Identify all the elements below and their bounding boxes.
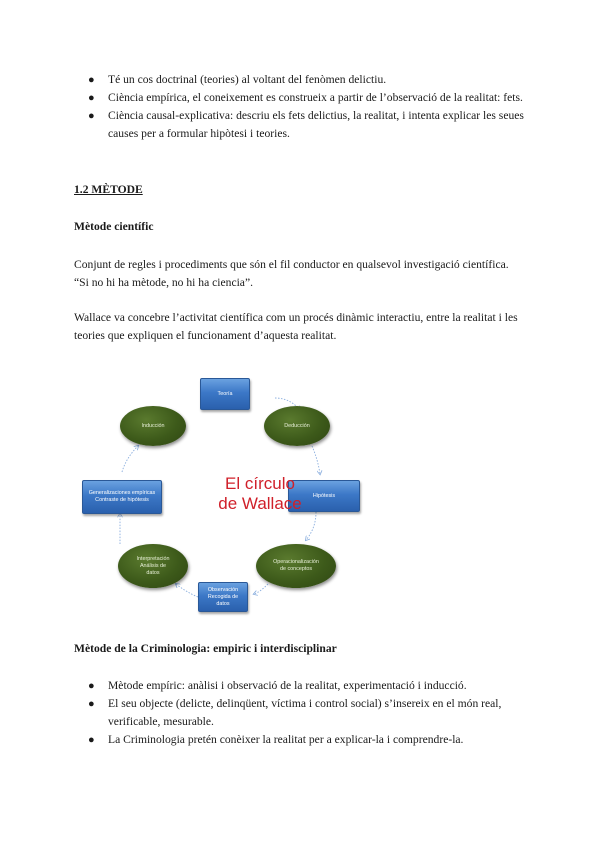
arrow-hipotesis-operacionalizacion [306, 512, 316, 540]
node-deduccion: Deducción [264, 406, 330, 446]
node-interpretacion: Interpretación Análisis de datos [118, 544, 188, 588]
arrow-operacionalizacion-observacion [254, 584, 268, 594]
list-item: ● Ciència causal-explicativa: descriu els fets delictius, la realitat, i intenta explicar les seues causes per a formular hipòtesi i teories. [88, 109, 524, 140]
bullet-icon: ● [88, 92, 95, 104]
list-item: ● Ciència empírica, el coneixement es construeix a partir de l’observació de la realitat: fets. [74, 89, 534, 107]
bullet-icon: ● [88, 734, 95, 746]
bottom-bullet-list [74, 677, 534, 749]
node-hipotesis: Hipótesis [288, 480, 360, 512]
node-induccion: Inducción [120, 406, 186, 446]
list-item: ● Té un cos doctrinal (teories) al voltant del fenòmen delictiu. [74, 71, 534, 89]
node-observacion: Observación Recogida de datos [198, 582, 248, 612]
paragraph-wallace: Wallace va concebre l’activitat científica com un procés dinàmic interactiu, entre la realitat i les teories que expliquen el funcionament d’aquesta realitat. [74, 311, 518, 342]
top-bullet-list [74, 71, 534, 143]
paragraph-method-definition: Conjunt de regles i procediments que són el fil conductor en qualsevol investigació científica. “Si no hi ha mètode, no hi ha ciencia”. [74, 258, 509, 289]
list-item: ● El seu objecte (delicte, delinqüent, víctima i control social) s’insereix en el món real, verificable, mesurable. [88, 697, 502, 728]
bullet-icon: ● [88, 74, 95, 86]
wallace-circle-diagram [80, 372, 440, 622]
subsection-title: Mètode científic [74, 220, 154, 233]
arrow-deduccion-hipotesis [312, 446, 320, 474]
method-criminology-title: Mètode de la Criminologia: empiric i interdisciplinar [74, 642, 337, 655]
diagram-title: El círculo de Wallace [218, 474, 302, 513]
arrow-generalizaciones-induccion [122, 446, 138, 472]
node-generalizaciones: Generalizaciones empíricas Contraste de hipótesis [82, 480, 162, 514]
node-teoria: Teoría [200, 378, 250, 410]
node-operacionalizacion: Operacionalización de conceptos [256, 544, 336, 588]
bullet-icon: ● [88, 680, 95, 692]
list-item: ● Mètode empíric: anàlisi i observació de la realitat, experimentació i inducció. [74, 677, 534, 695]
bullet-icon: ● [88, 698, 95, 710]
list-item: ● La Criminologia pretén conèixer la realitat per a explicar-la i comprendre-la. [74, 731, 534, 749]
section-title: 1.2 MÈTODE [74, 183, 143, 196]
bullet-icon: ● [88, 110, 95, 122]
arrow-observacion-interpretacion [176, 584, 198, 597]
